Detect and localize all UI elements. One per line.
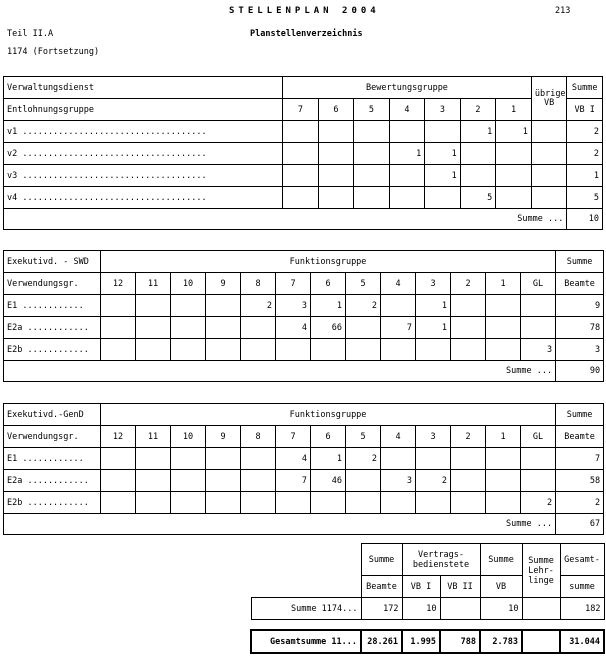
table-cell: 66	[311, 317, 346, 339]
row-sum: 3	[556, 339, 604, 361]
table-cell: 5	[460, 187, 496, 209]
table3-col-header: 7	[276, 426, 311, 448]
row-sum: 58	[556, 470, 604, 492]
table-cell	[136, 317, 171, 339]
table2-col-header: 6	[311, 273, 346, 295]
table-cell	[101, 317, 136, 339]
table-cell	[486, 448, 521, 470]
table-cell: 46	[311, 470, 346, 492]
summary-row2-beamte: 28.261	[361, 630, 402, 653]
table-cell	[276, 339, 311, 361]
table2-group-header: Funktionsgruppe	[101, 251, 556, 273]
table-cell	[346, 492, 381, 514]
table3-col-header: 4	[381, 426, 416, 448]
table-cell	[521, 317, 556, 339]
summary-h-vb2: VB II	[440, 576, 480, 598]
table1-label2: Entlohnungsgruppe	[4, 99, 283, 121]
table-cell: 4	[276, 317, 311, 339]
table2-total-label: Summe ...	[4, 361, 556, 382]
table-cell	[486, 339, 521, 361]
table3-sum-header1: Summe	[556, 404, 604, 426]
table-cell	[136, 339, 171, 361]
table-cell	[425, 187, 461, 209]
summary-h-vb1: VB I	[402, 576, 440, 598]
table-row	[4, 339, 604, 361]
table-cell	[451, 317, 486, 339]
table-cell	[531, 143, 567, 165]
summary-row1-beamte: 172	[361, 598, 402, 620]
table-cell	[136, 470, 171, 492]
table3-group-header: Funktionsgruppe	[101, 404, 556, 426]
table1-col-header: 2	[460, 99, 496, 121]
table-cell	[101, 470, 136, 492]
table3-col-header: 5	[346, 426, 381, 448]
table-cell: 3	[276, 295, 311, 317]
table-cell	[531, 121, 567, 143]
table-cell	[136, 492, 171, 514]
table-cell	[206, 339, 241, 361]
row-sum: 78	[556, 317, 604, 339]
table-verwaltungsdienst	[3, 76, 603, 230]
table-cell	[416, 492, 451, 514]
table-cell	[531, 187, 567, 209]
table-cell	[311, 339, 346, 361]
table-cell	[136, 448, 171, 470]
table1-other-header: übrige VB	[531, 77, 567, 121]
table-cell	[346, 317, 381, 339]
row-label: E2b ............	[4, 339, 101, 361]
table1-col-header: 1	[496, 99, 532, 121]
table-cell	[318, 143, 354, 165]
row-label: E2b ............	[4, 492, 101, 514]
table-cell	[496, 165, 532, 187]
row-sum: 1	[567, 165, 603, 187]
table3-col-header: 12	[101, 426, 136, 448]
table2-label1: Exekutivd. - SWD	[4, 251, 101, 273]
table1-col-header: 3	[425, 99, 461, 121]
summary-h-beamte: Beamte	[361, 576, 402, 598]
table-cell	[416, 448, 451, 470]
table-cell	[496, 187, 532, 209]
summary-row2-vb: 2.783	[480, 630, 522, 653]
table-cell	[381, 295, 416, 317]
summary-row1-vb1: 10	[402, 598, 440, 620]
document-subtitle: Planstellenverzeichnis	[250, 29, 363, 39]
table1-group-header: Bewertungsgruppe	[283, 77, 532, 99]
table2-col-header: 2	[451, 273, 486, 295]
table-cell: 7	[276, 470, 311, 492]
summary-h-lehr: Summe Lehr-linge	[522, 544, 560, 598]
table-cell	[381, 339, 416, 361]
table-cell	[381, 492, 416, 514]
table-cell	[318, 165, 354, 187]
row-label: E1 ............	[4, 295, 101, 317]
table-cell	[354, 165, 390, 187]
table3-col-header: 6	[311, 426, 346, 448]
table2-col-header: 1	[486, 273, 521, 295]
row-sum: 2	[567, 143, 603, 165]
table2-label2: Verwendungsgr.	[4, 273, 101, 295]
summary-row2-vb1: 1.995	[402, 630, 440, 653]
table2-col-header: 10	[171, 273, 206, 295]
row-label: v3 ....................................	[4, 165, 283, 187]
table3-col-header: 9	[206, 426, 241, 448]
table-cell: 3	[381, 470, 416, 492]
table-cell	[486, 492, 521, 514]
table-cell	[206, 448, 241, 470]
table-cell	[496, 143, 532, 165]
table-cell	[136, 295, 171, 317]
table1-col-header: 4	[389, 99, 425, 121]
page-number: 213	[555, 6, 571, 16]
table-cell	[171, 295, 206, 317]
table-cell	[101, 448, 136, 470]
table3-col-header: 1	[486, 426, 521, 448]
row-label: E2a ............	[4, 470, 101, 492]
table-cell	[354, 143, 390, 165]
summary-h-summe: Summe	[361, 544, 402, 576]
table-cell	[283, 187, 319, 209]
table-cell	[381, 448, 416, 470]
table3-total: 67	[556, 514, 604, 535]
table-row	[4, 470, 604, 492]
table3-col-header: GL	[521, 426, 556, 448]
table-cell	[241, 470, 276, 492]
table1-col-header: 6	[318, 99, 354, 121]
table-cell	[451, 295, 486, 317]
table-cell	[521, 295, 556, 317]
table2-col-header: 8	[241, 273, 276, 295]
table-cell	[346, 339, 381, 361]
table1-label1: Verwaltungsdienst	[4, 77, 283, 99]
table-cell	[206, 470, 241, 492]
table-cell: 1	[425, 165, 461, 187]
summary-row1-vb2	[440, 598, 480, 620]
table-cell	[241, 448, 276, 470]
table-cell	[241, 492, 276, 514]
table-cell	[101, 492, 136, 514]
table2-sum-header2: Beamte	[556, 273, 604, 295]
table-cell: 1	[416, 317, 451, 339]
table2-col-header: 5	[346, 273, 381, 295]
row-sum: 9	[556, 295, 604, 317]
chapter-label: 1174 (Fortsetzung)	[7, 47, 100, 57]
row-label: v4 ....................................	[4, 187, 283, 209]
table-cell: 2	[416, 470, 451, 492]
table-cell	[276, 492, 311, 514]
table-cell	[171, 317, 206, 339]
table1-col-header: 7	[283, 99, 319, 121]
table-cell	[451, 492, 486, 514]
table3-label1: Exekutivd.-GenD	[4, 404, 101, 426]
table-cell	[486, 295, 521, 317]
row-sum: 2	[567, 121, 603, 143]
row-sum: 5	[567, 187, 603, 209]
table-cell	[101, 295, 136, 317]
table-cell	[451, 339, 486, 361]
table-exekutiv-swd	[3, 250, 604, 382]
summary-row2-lehr	[522, 630, 560, 653]
table-cell	[101, 339, 136, 361]
table-cell	[283, 165, 319, 187]
table2-col-header: 11	[136, 273, 171, 295]
table-cell	[389, 187, 425, 209]
table-cell	[521, 470, 556, 492]
table-cell	[389, 165, 425, 187]
part-label: Teil II.A	[7, 29, 54, 39]
table1-sum-header2: VB I	[567, 99, 603, 121]
table-cell: 1	[496, 121, 532, 143]
table-cell	[171, 470, 206, 492]
table1-col-header: 5	[354, 99, 390, 121]
page-title: STELLENPLAN 2004	[229, 6, 380, 16]
table1-total-label: Summe ...	[4, 209, 567, 230]
table-cell	[451, 448, 486, 470]
table-cell: 1	[425, 143, 461, 165]
table2-col-header: 12	[101, 273, 136, 295]
table-cell	[206, 317, 241, 339]
summary-row1-label: Summe 1174...	[251, 598, 361, 620]
table-cell	[354, 121, 390, 143]
table-row	[4, 165, 603, 187]
summary-row1-lehr	[522, 598, 560, 620]
summary-h-summe-vb2: VB	[480, 576, 522, 598]
table-cell	[311, 492, 346, 514]
table2-total: 90	[556, 361, 604, 382]
table-cell	[486, 317, 521, 339]
table-cell: 1	[311, 448, 346, 470]
table2-col-header: 7	[276, 273, 311, 295]
table-cell: 2	[346, 295, 381, 317]
table-cell	[346, 470, 381, 492]
summary-h-gesamt2: summe	[560, 576, 604, 598]
table-cell: 1	[416, 295, 451, 317]
table-cell: 3	[521, 339, 556, 361]
table-cell: 2	[346, 448, 381, 470]
table-row	[4, 448, 604, 470]
table-cell	[354, 187, 390, 209]
table-cell	[241, 339, 276, 361]
table-cell	[283, 143, 319, 165]
table-row	[4, 121, 603, 143]
table3-col-header: 3	[416, 426, 451, 448]
table-cell	[425, 121, 461, 143]
table-cell	[206, 295, 241, 317]
summary-row1-vb: 10	[480, 598, 522, 620]
table-cell	[241, 317, 276, 339]
table-cell	[318, 121, 354, 143]
table-cell	[318, 187, 354, 209]
summary-row1-gesamt: 182	[560, 598, 604, 620]
table-cell: 2	[521, 492, 556, 514]
row-label: v1 ....................................	[4, 121, 283, 143]
table-row	[4, 187, 603, 209]
table-cell: 1	[460, 121, 496, 143]
table2-col-header: 4	[381, 273, 416, 295]
table2-col-header: 3	[416, 273, 451, 295]
table-cell: 2	[241, 295, 276, 317]
table2-sum-header1: Summe	[556, 251, 604, 273]
table-cell	[460, 143, 496, 165]
table2-col-header: 9	[206, 273, 241, 295]
row-sum: 2	[556, 492, 604, 514]
table-cell	[521, 448, 556, 470]
table-cell	[389, 121, 425, 143]
table-cell	[416, 339, 451, 361]
table3-col-header: 2	[451, 426, 486, 448]
summary-h-summe-vb1: Summe	[480, 544, 522, 576]
table-row	[4, 143, 603, 165]
table3-sum-header2: Beamte	[556, 426, 604, 448]
table2-col-header: GL	[521, 273, 556, 295]
table-cell	[171, 492, 206, 514]
table-cell	[171, 339, 206, 361]
summary-row2-gesamt: 31.044	[560, 630, 604, 653]
table1-total: 10	[567, 209, 603, 230]
table-row	[4, 317, 604, 339]
table-cell	[531, 165, 567, 187]
table-cell: 1	[389, 143, 425, 165]
table-row	[4, 295, 604, 317]
table1-sum-header1: Summe	[567, 77, 603, 99]
table-cell	[171, 448, 206, 470]
table3-col-header: 11	[136, 426, 171, 448]
summary-table	[250, 543, 605, 654]
table-cell	[486, 470, 521, 492]
table-row	[4, 492, 604, 514]
row-label: E1 ............	[4, 448, 101, 470]
summary-row2-label: Gesamtsumme 11...	[251, 630, 361, 653]
table-cell	[460, 165, 496, 187]
table-cell	[206, 492, 241, 514]
table3-col-header: 10	[171, 426, 206, 448]
table3-label2: Verwendungsgr.	[4, 426, 101, 448]
table-cell	[283, 121, 319, 143]
summary-h-gesamt1: Gesamt-	[560, 544, 604, 576]
summary-row2-vb2: 788	[440, 630, 480, 653]
summary-h-vertrags: Vertrags-bedienstete	[402, 544, 480, 576]
table-cell: 1	[311, 295, 346, 317]
table-cell: 7	[381, 317, 416, 339]
table-cell: 4	[276, 448, 311, 470]
row-label: E2a ............	[4, 317, 101, 339]
row-label: v2 ....................................	[4, 143, 283, 165]
table-exekutiv-gend	[3, 403, 604, 535]
table-cell	[451, 470, 486, 492]
table3-col-header: 8	[241, 426, 276, 448]
table3-total-label: Summe ...	[4, 514, 556, 535]
row-sum: 7	[556, 448, 604, 470]
